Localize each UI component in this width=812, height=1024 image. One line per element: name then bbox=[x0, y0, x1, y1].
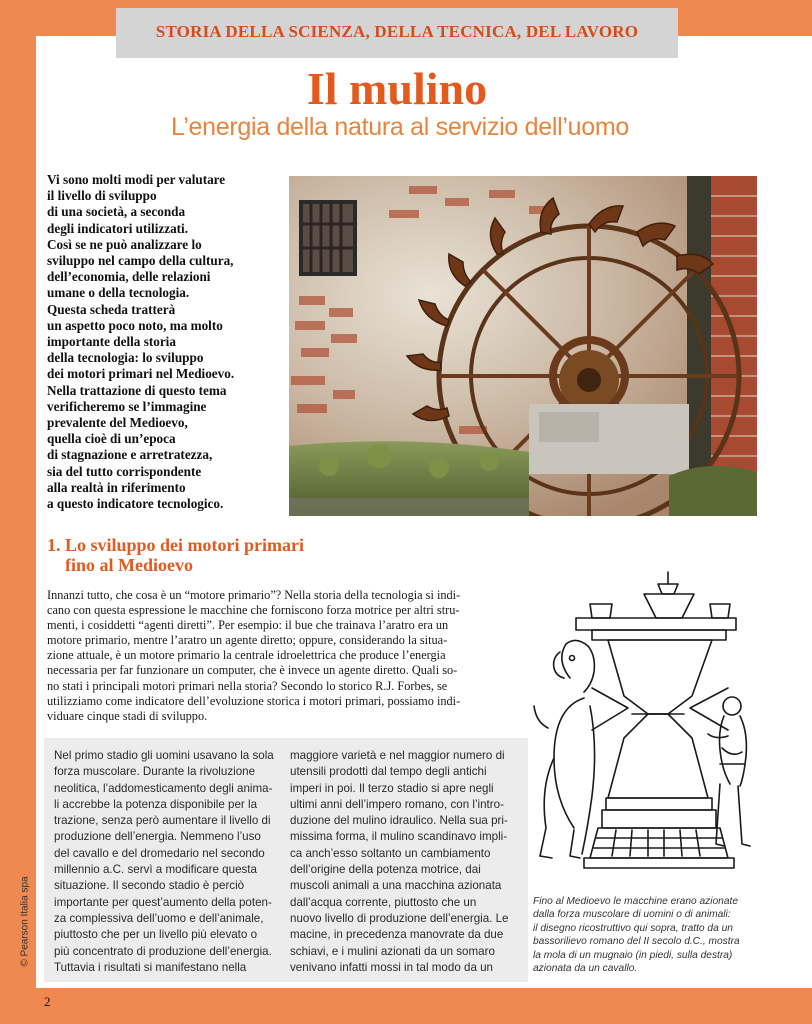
box-line: importante per quest’aumento della poten- bbox=[54, 895, 272, 909]
box-line: piuttosto che per un livello più elevato o bbox=[54, 928, 258, 942]
intro-line: Così se ne può analizzare lo bbox=[47, 236, 202, 252]
body-line: menti, i cosiddetti “agenti diretti”. Per esempio: il bue che trainava l’aratro era un bbox=[47, 618, 449, 633]
intro-line: sia del tutto corrispondente bbox=[47, 463, 202, 479]
intro-line: della tecnologia: lo sviluppo bbox=[47, 350, 204, 366]
intro-line: Questa scheda tratterà bbox=[47, 301, 176, 317]
box-line: trazione, senza però aumentare il livello di bbox=[54, 814, 271, 828]
body-line: necessaria per far funzionare un computer, che è invece un agente diretto. Quali so- bbox=[47, 663, 458, 678]
intro-line: di stagnazione e arretratezza, bbox=[47, 447, 213, 463]
section-label: STORIA DELLA SCIENZA, DELLA TECNICA, DEL LAVORO bbox=[155, 22, 639, 41]
box-line: dall’acqua corrente, piuttosto che un bbox=[290, 895, 477, 909]
intro-line: alla realtà in riferimento bbox=[47, 479, 186, 495]
box-line: Tuttavia i risultati si manifestano nella bbox=[54, 960, 247, 974]
section-heading-line: 1. Lo sviluppo dei motori primari bbox=[47, 535, 305, 555]
box-line: ultimi anni dell’impero romano, con l’intro- bbox=[290, 797, 504, 811]
intro-line: verificheremo se l’immagine bbox=[47, 398, 207, 414]
box-column-left bbox=[54, 748, 272, 976]
page-number: 2 bbox=[44, 994, 51, 1009]
copyright-notice bbox=[14, 870, 31, 980]
box-line: più concentrato di produzione dell’energia. bbox=[54, 944, 272, 958]
box-line: macine, in precedenza manovrate da due bbox=[290, 928, 504, 942]
intro-line: quella cioè di un’epoca bbox=[47, 431, 176, 447]
caption-line: bassorilievo romano del II secolo d.C., mostra bbox=[533, 936, 740, 948]
section-body bbox=[47, 588, 517, 724]
water-wheel-photo bbox=[289, 176, 757, 516]
section-heading-line: fino al Medioevo bbox=[65, 555, 193, 575]
box-line: li accrebbe la potenza disponibile per la bbox=[54, 797, 258, 811]
copyright-text: © Pearson Italia spa bbox=[19, 876, 31, 967]
box-line: utensili prodotti dal tempo degli antichi bbox=[290, 765, 487, 779]
body-line: zione attuale, è un motore primario la centrale idroelettrica che produce l’energia bbox=[47, 648, 446, 663]
box-line: del cavallo e del dromedario nel secondo bbox=[54, 846, 265, 860]
box-line: millennio a.C. servì a modificare questa bbox=[54, 863, 257, 877]
section-tab bbox=[116, 8, 678, 58]
box-line: Nel primo stadio gli uomini usavano la sola bbox=[54, 749, 274, 762]
intro-paragraph bbox=[47, 172, 283, 512]
intro-line: degli indicatori utilizzati. bbox=[47, 220, 189, 236]
intro-line: importante della storia bbox=[47, 334, 176, 350]
bottom-border-bar bbox=[0, 988, 812, 1024]
intro-line: il livello di sviluppo bbox=[47, 188, 157, 204]
intro-line: sviluppo nel campo della cultura, bbox=[47, 253, 234, 269]
body-line: motore primario, mentre l’aratro un agente diretto; oppure, considerando la situa- bbox=[47, 633, 448, 648]
intro-line: di una società, a seconda bbox=[47, 204, 186, 220]
box-line: missima forma, il mulino scandinavo impli- bbox=[290, 830, 508, 844]
box-column-right bbox=[290, 748, 508, 976]
intro-line: Nella trattazione di questo tema bbox=[47, 382, 227, 398]
intro-line: prevalente del Medioevo, bbox=[47, 415, 188, 431]
box-line: venivano infatti mossi in tal modo da un bbox=[290, 960, 494, 974]
box-line: dell’origine della potenza motrice, dai bbox=[290, 863, 481, 877]
roman-mill-drawing bbox=[532, 568, 762, 886]
intro-line: un aspetto poco noto, ma molto bbox=[47, 317, 223, 333]
box-line: nuovo livello di produzione dell’energia. Le bbox=[290, 911, 509, 925]
caption-line: Fino al Medioevo le macchine erano azionate bbox=[533, 896, 739, 907]
section-heading bbox=[47, 535, 447, 575]
box-line: ca anch’esso soltanto un cambiamento bbox=[290, 846, 491, 860]
box-line: duzione del mulino idraulico. Nella sua pri- bbox=[290, 814, 508, 828]
box-line: za complessiva dell’uomo e dell’animale, bbox=[54, 911, 264, 925]
box-line: neolitica, l’addomesticamento degli anima- bbox=[54, 781, 273, 795]
figure-caption bbox=[533, 895, 773, 975]
page-subtitle: L’energia della natura al servizio dell’uomo bbox=[171, 113, 629, 141]
body-line: utilizziamo come indicatore dell’evoluzione storica i motori primari, possiamo indi- bbox=[47, 693, 461, 708]
caption-line: azionata da un cavallo. bbox=[533, 963, 638, 975]
box-line: schiavi, e i mulini azionati da un somaro bbox=[290, 944, 495, 958]
body-line: cano con questa espressione le macchine che forniscono forza motrice per altri stru- bbox=[47, 603, 460, 618]
box-line: muscoli animali a una macchina azionata bbox=[290, 879, 502, 893]
intro-line: umane o della tecnologia. bbox=[47, 285, 190, 301]
box-line: produzione dell’energia. Nemmeno l’uso bbox=[54, 830, 261, 844]
box-line: situazione. Il secondo stadio è perciò bbox=[54, 879, 245, 893]
box-line: maggiore varietà e nel maggior numero di bbox=[290, 749, 505, 762]
intro-line: a questo indicatore tecnologico. bbox=[47, 496, 224, 512]
intro-line: Vi sono molti modi per valutare bbox=[47, 172, 226, 187]
body-line: no stati i principali motori primari nella storia? Secondo lo storico R.J. Forbes, se bbox=[47, 678, 448, 693]
box-line: imperi in poi. Il terzo stadio si apre negli bbox=[290, 781, 494, 795]
body-line: Innanzi tutto, che cosa è un “motore primario”? Nella storia della tecnologia si indi- bbox=[47, 588, 461, 602]
page-title: Il mulino bbox=[306, 63, 488, 114]
caption-line: dalla forza muscolare di uomini o di animali: bbox=[533, 909, 731, 921]
caption-line: il disegno ricostruttivo qui sopra, tratto da un bbox=[533, 922, 733, 934]
body-line: viduare cinque stadi di sviluppo. bbox=[47, 708, 208, 723]
intro-line: dell’economia, delle relazioni bbox=[47, 269, 211, 285]
intro-line: dei motori primari nel Medioevo. bbox=[47, 366, 235, 382]
box-line: forza muscolare. Durante la rivoluzione bbox=[54, 765, 256, 779]
caption-line: la mola di un mugnaio (in piedi, sulla destra) bbox=[533, 949, 733, 961]
